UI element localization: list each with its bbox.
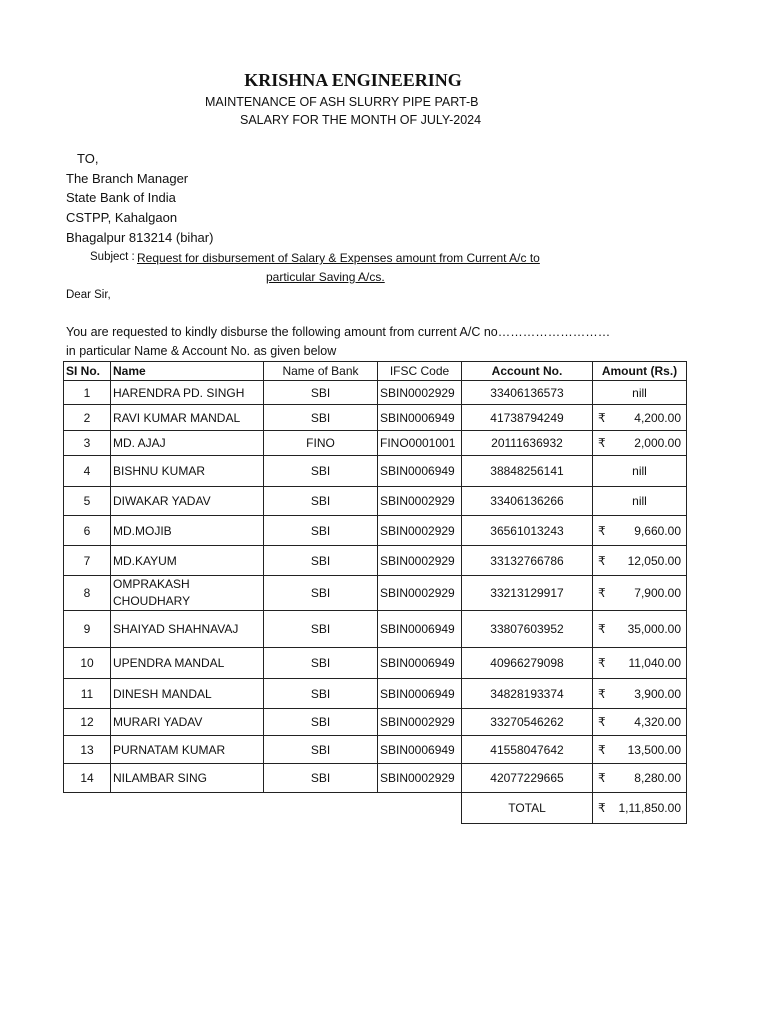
cell-account: 41738794249: [462, 405, 593, 431]
address-line: The Branch Manager: [66, 171, 189, 186]
cell-sl-no: 10: [64, 648, 111, 679]
cell-name: MURARI YADAV: [111, 709, 264, 736]
cell-name: MD. AJAJ: [111, 431, 264, 456]
table-row: [64, 381, 687, 405]
amount-value: 4,320.00: [634, 715, 681, 729]
amount-value: 8,280.00: [634, 771, 681, 785]
rupee-icon: ₹: [598, 801, 606, 815]
table-row: [64, 516, 687, 546]
rupee-icon: ₹: [598, 771, 606, 785]
cell-sl-no: 5: [64, 487, 111, 516]
cell-name: DINESH MANDAL: [111, 679, 264, 709]
cell-bank: FINO: [264, 431, 378, 456]
cell-ifsc: SBIN0002929: [378, 381, 462, 405]
column-header-bank: Name of Bank: [264, 362, 378, 381]
total-label: TOTAL: [462, 793, 593, 824]
cell-sl-no: 11: [64, 679, 111, 709]
address-line: State Bank of India: [66, 190, 176, 205]
cell-account: 33406136266: [462, 487, 593, 516]
cell-account: 33132766786: [462, 546, 593, 576]
cell-ifsc: SBIN0002929: [378, 516, 462, 546]
cell-ifsc: SBIN0006949: [378, 405, 462, 431]
column-header-account: Account No.: [462, 362, 593, 381]
cell-bank: SBI: [264, 487, 378, 516]
column-header-amount: Amount (Rs.): [593, 362, 687, 381]
cell-bank: SBI: [264, 648, 378, 679]
table-row: [64, 405, 687, 431]
cell-name: SHAIYAD SHAHNAVAJ: [111, 611, 264, 648]
amount-value: nill: [632, 464, 647, 478]
rupee-icon: ₹: [598, 622, 606, 636]
cell-ifsc: SBIN0002929: [378, 576, 462, 611]
cell-account: 33270546262: [462, 709, 593, 736]
cell-name: HARENDRA PD. SINGH: [111, 381, 264, 405]
table-row: [64, 487, 687, 516]
cell-name: NILAMBAR SING: [111, 764, 264, 793]
table-row: [64, 679, 687, 709]
cell-amount: [593, 611, 687, 648]
cell-account: 34828193374: [462, 679, 593, 709]
cell-sl-no: 7: [64, 546, 111, 576]
salary-table: [63, 361, 687, 824]
cell-sl-no: 9: [64, 611, 111, 648]
table-row: [64, 546, 687, 576]
to-label: TO,: [77, 151, 99, 166]
cell-amount: [593, 546, 687, 576]
cell-ifsc: SBIN0006949: [378, 611, 462, 648]
cell-name: UPENDRA MANDAL: [111, 648, 264, 679]
cell-sl-no: 12: [64, 709, 111, 736]
cell-account: 33406136573: [462, 381, 593, 405]
total-amount-cell: [593, 793, 687, 824]
amount-value: 11,040.00: [628, 656, 681, 670]
header-line-1: MAINTENANCE OF ASH SLURRY PIPE PART-B: [205, 95, 479, 109]
cell-amount: [593, 487, 687, 516]
cell-sl-no: 2: [64, 405, 111, 431]
cell-amount: [593, 764, 687, 793]
cell-bank: SBI: [264, 516, 378, 546]
cell-ifsc: SBIN0002929: [378, 546, 462, 576]
table-header-row: [64, 362, 687, 381]
amount-value: 35,000.00: [627, 622, 681, 636]
cell-account: 20111636932: [462, 431, 593, 456]
cell-sl-no: 4: [64, 456, 111, 487]
column-header-ifsc: IFSC Code: [378, 362, 462, 381]
table-row: [64, 736, 687, 764]
rupee-icon: ₹: [598, 410, 606, 425]
request-line-1: You are requested to kindly disburse the following amount from current A/C no………………………: [66, 325, 611, 339]
header-line-2: SALARY FOR THE MONTH OF JULY-2024: [240, 113, 482, 127]
cell-bank: SBI: [264, 405, 378, 431]
table-row: [64, 456, 687, 487]
cell-bank: SBI: [264, 679, 378, 709]
cell-bank: SBI: [264, 546, 378, 576]
cell-ifsc: FINO0001001: [378, 431, 462, 456]
address-line: Bhagalpur 813214 (bihar): [66, 230, 214, 245]
salutation: Dear Sir,: [66, 289, 111, 301]
cell-bank: SBI: [264, 764, 378, 793]
cell-name: MD.MOJIB: [111, 516, 264, 546]
cell-amount: [593, 405, 687, 431]
cell-bank: SBI: [264, 709, 378, 736]
amount-value: 9,660.00: [634, 523, 681, 538]
cell-amount: [593, 648, 687, 679]
cell-amount: [593, 736, 687, 764]
subject-label: Subject :: [90, 251, 135, 263]
cell-ifsc: SBIN0006949: [378, 456, 462, 487]
rupee-icon: ₹: [598, 715, 606, 729]
table-row: [64, 576, 687, 611]
rupee-icon: ₹: [598, 553, 606, 568]
cell-bank: SBI: [264, 736, 378, 764]
rupee-icon: ₹: [598, 523, 606, 538]
request-line-2: in particular Name & Account No. as given below: [66, 344, 337, 358]
cell-amount: [593, 576, 687, 611]
cell-name: RAVI KUMAR MANDAL: [111, 405, 264, 431]
cell-amount: [593, 381, 687, 405]
cell-amount: [593, 456, 687, 487]
amount-value: 7,900.00: [634, 586, 681, 600]
amount-value: 3,900.00: [634, 686, 681, 701]
cell-name: OMPRAKASH CHOUDHARY: [111, 576, 264, 611]
subject-line-1: Request for disbursement of Salary & Expenses amount from Current A/c to: [137, 251, 540, 265]
cell-sl-no: 13: [64, 736, 111, 764]
cell-bank: SBI: [264, 576, 378, 611]
total-amount: 1,11,850.00: [618, 801, 681, 815]
cell-account: 38848256141: [462, 456, 593, 487]
table-row: [64, 431, 687, 456]
cell-ifsc: SBIN0006949: [378, 736, 462, 764]
cell-amount: [593, 679, 687, 709]
table-row: [64, 648, 687, 679]
company-name: KRISHNA ENGINEERING: [244, 70, 462, 90]
cell-account: 41558047642: [462, 736, 593, 764]
cell-ifsc: SBIN0006949: [378, 679, 462, 709]
cell-bank: SBI: [264, 381, 378, 405]
cell-account: 33213129917: [462, 576, 593, 611]
column-header-name: Name: [111, 362, 264, 381]
subject-line-2: particular Saving A/cs.: [266, 270, 385, 284]
cell-name: PURNATAM KUMAR: [111, 736, 264, 764]
address-line: CSTPP, Kahalgaon: [66, 210, 178, 225]
table-row: [64, 611, 687, 648]
amount-value: 4,200.00: [634, 410, 681, 425]
cell-sl-no: 14: [64, 764, 111, 793]
cell-name: BISHNU KUMAR: [111, 456, 264, 487]
rupee-icon: ₹: [598, 436, 606, 450]
cell-amount: [593, 431, 687, 456]
rupee-icon: ₹: [598, 586, 606, 600]
rupee-icon: ₹: [598, 656, 606, 670]
table-row: [64, 709, 687, 736]
cell-amount: [593, 709, 687, 736]
cell-account: 40966279098: [462, 648, 593, 679]
cell-sl-no: 8: [64, 576, 111, 611]
cell-ifsc: SBIN0006949: [378, 648, 462, 679]
total-row: [64, 793, 687, 824]
cell-name: MD.KAYUM: [111, 546, 264, 576]
cell-sl-no: 1: [64, 381, 111, 405]
column-header-sl: SI No.: [64, 362, 111, 381]
cell-sl-no: 3: [64, 431, 111, 456]
cell-amount: [593, 516, 687, 546]
amount-value: 13,500.00: [627, 742, 681, 757]
cell-name: DIWAKAR YADAV: [111, 487, 264, 516]
cell-ifsc: SBIN0002929: [378, 487, 462, 516]
amount-value: nill: [632, 494, 647, 508]
cell-ifsc: SBIN0002929: [378, 709, 462, 736]
amount-value: nill: [632, 385, 647, 400]
amount-value: 12,050.00: [627, 553, 681, 568]
rupee-icon: ₹: [598, 742, 606, 757]
rupee-icon: ₹: [598, 686, 606, 701]
cell-ifsc: SBIN0002929: [378, 764, 462, 793]
cell-bank: SBI: [264, 456, 378, 487]
cell-account: 42077229665: [462, 764, 593, 793]
cell-account: 36561013243: [462, 516, 593, 546]
cell-account: 33807603952: [462, 611, 593, 648]
table-row: [64, 764, 687, 793]
cell-bank: SBI: [264, 611, 378, 648]
amount-value: 2,000.00: [634, 436, 681, 450]
cell-sl-no: 6: [64, 516, 111, 546]
